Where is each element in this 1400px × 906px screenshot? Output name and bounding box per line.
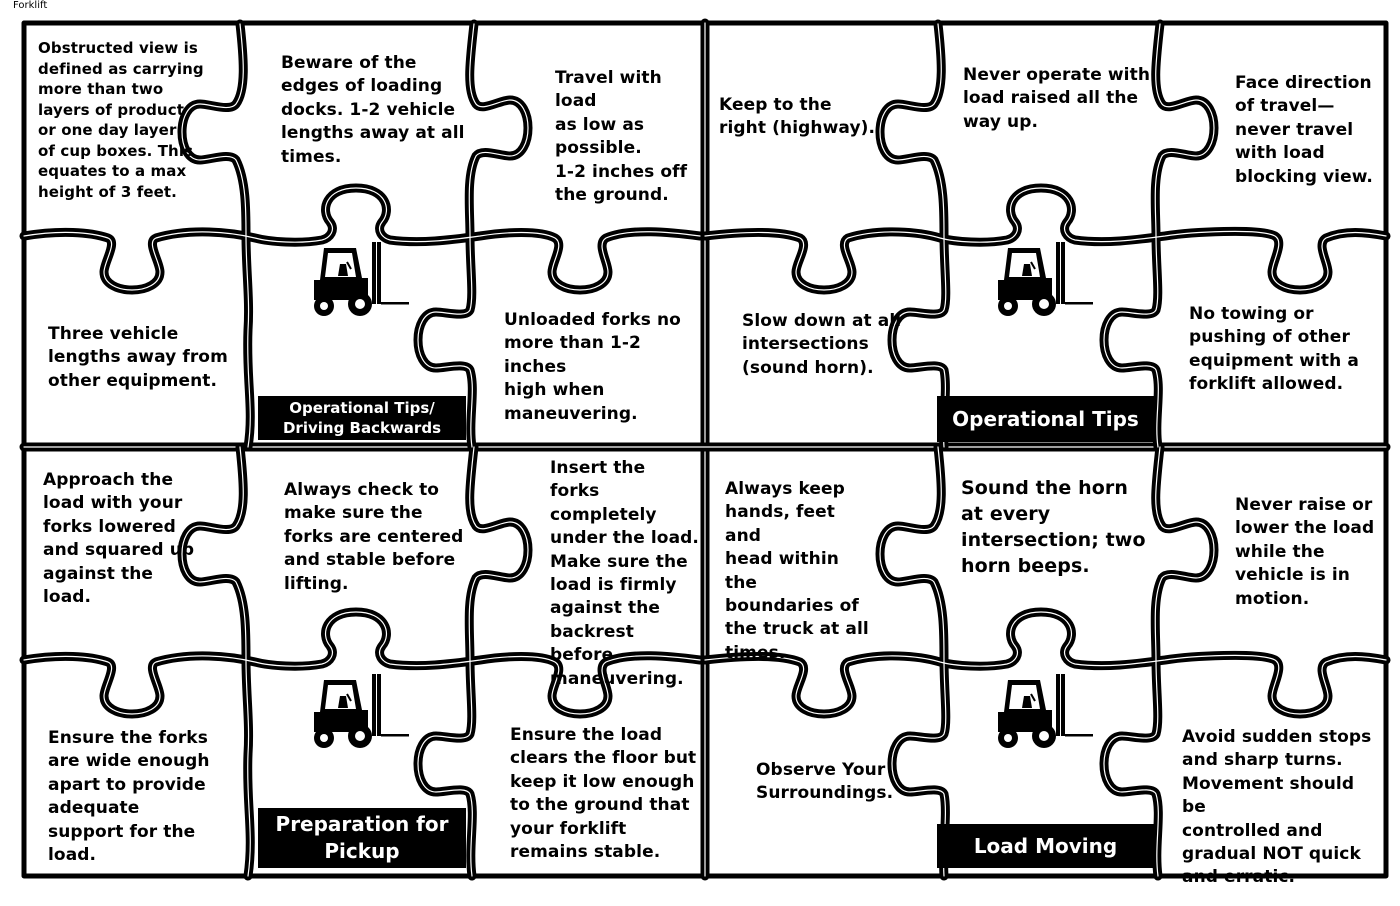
puzzle-piece-text: Approach the load with your forks lowered and squared up against the load. xyxy=(43,470,195,608)
puzzle-piece-text: Face direction of travel— never travel with load blocking view. xyxy=(1235,73,1373,187)
section-label: Load Moving xyxy=(937,824,1154,868)
section-label: Preparation for Pickup xyxy=(258,808,466,868)
forklift-icon xyxy=(314,674,409,748)
puzzle-piece-text: Always check to make sure the forks are centered and stable before lifting. xyxy=(284,480,464,594)
puzzle-piece-text: Ensure the forks are wide enough apart to provide adequate support for the load. xyxy=(48,728,210,866)
puzzle-piece-text: Slow down at all intersections (sound horn). xyxy=(742,311,902,378)
puzzle-piece-text: Avoid sudden stops and sharp turns. Movement should be controlled and gradual NOT quick and erratic. xyxy=(1182,727,1372,888)
puzzle-piece-text: No towing or pushing of other equipment with a forklift allowed. xyxy=(1189,304,1359,395)
puzzle-piece-text: Three vehicle lengths away from other equipment. xyxy=(48,324,228,391)
puzzle-piece-text: Always keep hands, feet and head within the boundaries of the truck at all times. xyxy=(725,479,869,663)
section-label: Operational Tips/ Driving Backwards xyxy=(258,396,466,440)
puzzle-piece-text: Obstructed view is defined as carrying more than two layers of product or one day layer of cup boxes. This equates to a max height of 3 feet. xyxy=(38,39,204,201)
document-title: Forklift xyxy=(13,0,48,11)
puzzle-piece-text: Ensure the load clears the floor but keep it low enough to the ground that your forklift remains stable. xyxy=(510,725,697,863)
puzzle-piece-text: Travel with load as low as possible. 1-2 inches off the ground. xyxy=(555,68,688,206)
puzzle-piece-text: Insert the forks completely under the load. Make sure the load is firmly against the backrest before maneuvering. xyxy=(550,458,699,689)
section-label: Operational Tips xyxy=(937,396,1154,442)
puzzle-piece-text: Observe Your Surroundings. xyxy=(756,760,894,804)
puzzle-piece-text: Sound the horn at every intersection; two horn beeps. xyxy=(961,477,1146,577)
forklift-icon xyxy=(998,674,1093,748)
forklift-icon xyxy=(998,242,1093,316)
forklift-icon xyxy=(314,242,409,316)
puzzle-piece-text: Never operate with load raised all the way up. xyxy=(963,65,1151,132)
puzzle-piece-text: Keep to the right (highway). xyxy=(719,95,876,139)
puzzle-piece-text: Unloaded forks no more than 1-2 inches high when maneuvering. xyxy=(504,310,681,424)
puzzle-piece-text: Beware of the edges of loading docks. 1-2 vehicle lengths away at all times. xyxy=(281,53,465,167)
puzzle-piece-text: Never raise or lower the load while the vehicle is in motion. xyxy=(1235,495,1375,609)
